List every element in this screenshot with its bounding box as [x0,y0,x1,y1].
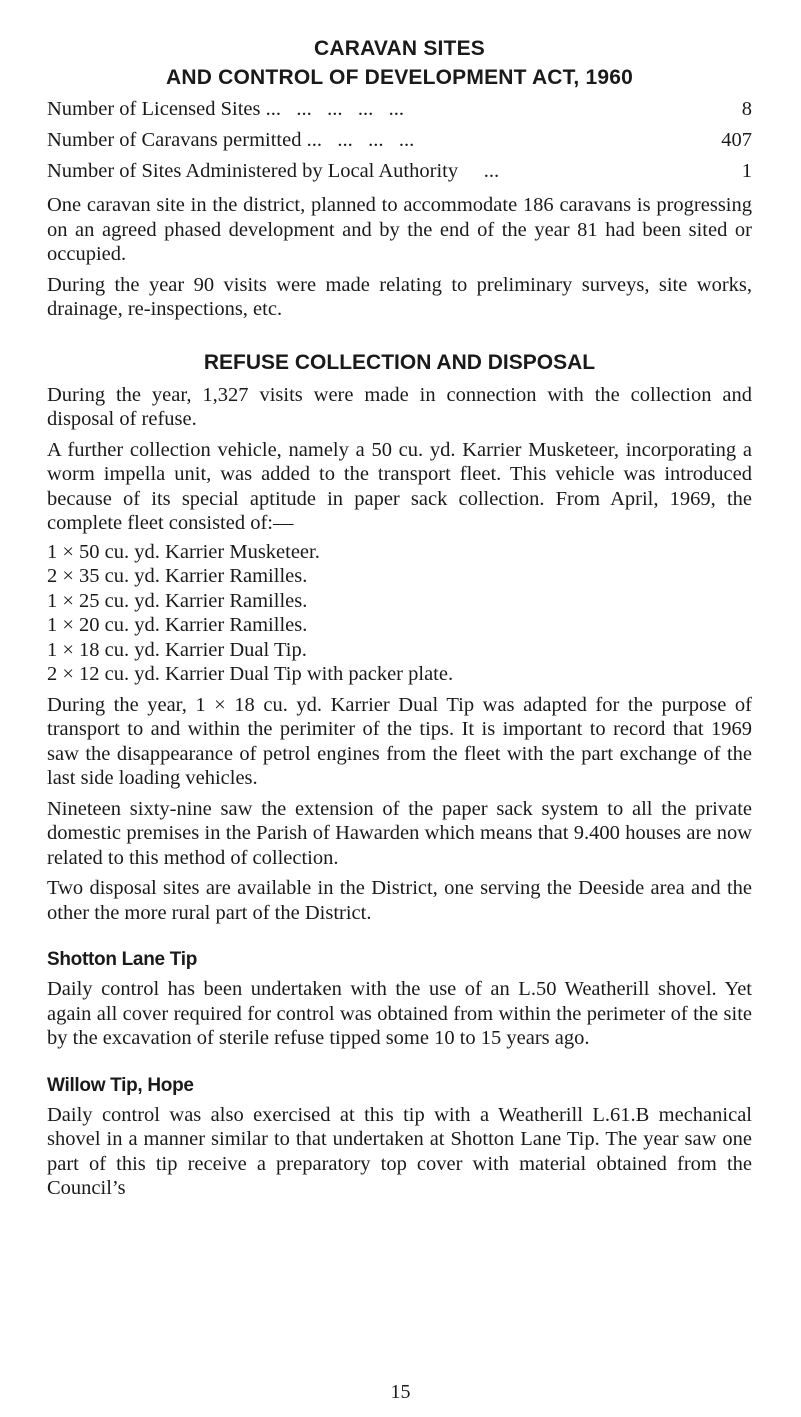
refuse-paragraph-3: During the year, 1 × 18 cu. yd. Karrier Dual Tip was adapted for the purpose of transport to and within the perimiter of the tips. It is important to record that 1969 saw the disappearance of petrol engines from the fleet with the part exchange of the last side loading vehicles. [47,693,752,789]
caravan-paragraph-1: One caravan site in the district, planned to accommodate 186 caravans is progressing on an agreed phased development and by the end of the year 81 had been sited or occupied. [47,194,752,265]
page-number: 15 [390,1381,411,1403]
caravan-paragraph-2: During the year 90 visits were made relating to preliminary surveys, site works, drainage, re-inspections, etc. [47,273,752,320]
stat-row-sites-administered [47,156,752,187]
fleet-item: 1 × 20 cu. yd. Karrier Ramilles. [47,614,308,636]
refuse-paragraph-4: Nineteen sixty-nine saw the extension of the paper sack system to all the private domestic premises in the Parish of Hawarden which means that 9.400 houses are now related to this method of collection. [47,797,752,869]
stat-label: Number of Licensed Sites [47,98,261,120]
fleet-list [47,540,752,687]
fleet-item: 1 × 25 cu. yd. Karrier Ramilles. [47,589,308,612]
fleet-item: 2 × 12 cu. yd. Karrier Dual Tip with packer plate. [47,663,454,685]
section-title-caravan-line1: CARAVAN SITES [314,37,485,60]
fleet-item: 1 × 18 cu. yd. Karrier Dual Tip. [47,638,307,661]
stat-row-caravans-permitted [47,125,752,156]
stat-label: Number of Sites Administered by Local Authority [47,160,459,182]
leader-dots: ... [458,160,500,182]
fleet-item: 1 × 50 cu. yd. Karrier Musketeer. [47,540,320,563]
refuse-paragraph-5: Two disposal sites are available in the District, one serving the Deeside area and the other the more rural part of the District. [47,877,752,924]
document-page [47,34,752,1201]
fleet-item: 2 × 35 cu. yd. Karrier Ramilles. [47,565,308,587]
shotton-paragraph: Daily control has been undertaken with the use of an L.50 Weatherill shovel. Yet again all cover required for control was obtained from within the perimeter of the site by the excavation of sterile refuse tipped some 10 to 15 years ago. [47,978,752,1049]
stat-value: 8 [741,98,752,120]
leader-dots: ... ... ... ... ... [260,98,404,120]
section-title-caravan-line2: AND CONTROL OF DEVELOPMENT ACT, 1960 [166,66,633,89]
stat-label: Number of Caravans permitted [47,129,302,151]
refuse-paragraph-2: A further collection vehicle, namely a 50 cu. yd. Karrier Musketeer, incorporating a worm impella unit, was added to the transport fleet. This vehicle was introduced because of its special aptitude in paper sack collection. From April, 1969, the complete fleet consisted of:— [47,438,752,534]
section-title-refuse: REFUSE COLLECTION AND DISPOSAL [203,350,596,374]
stat-value: 407 [721,129,752,151]
leader-dots: ... ... ... ... [301,129,415,151]
subheading-willow-tip: Willow Tip, Hope [47,1074,194,1096]
stat-value: 1 [741,160,752,182]
stat-row-licensed-sites [47,94,752,125]
refuse-paragraph-1: During the year, 1,327 visits were made in connection with the collection and disposal of refuse. [47,383,752,430]
willow-paragraph: Daily control was also exercised at this tip with a Weatherill L.61.B mechanical shovel in a manner similar to that undertaken at Shotton Lane Tip. The year saw one part of this tip receive a preparatory top cover with material obtained from the Council’s [47,1103,752,1199]
subheading-shotton-lane-tip: Shotton Lane Tip [47,949,198,970]
